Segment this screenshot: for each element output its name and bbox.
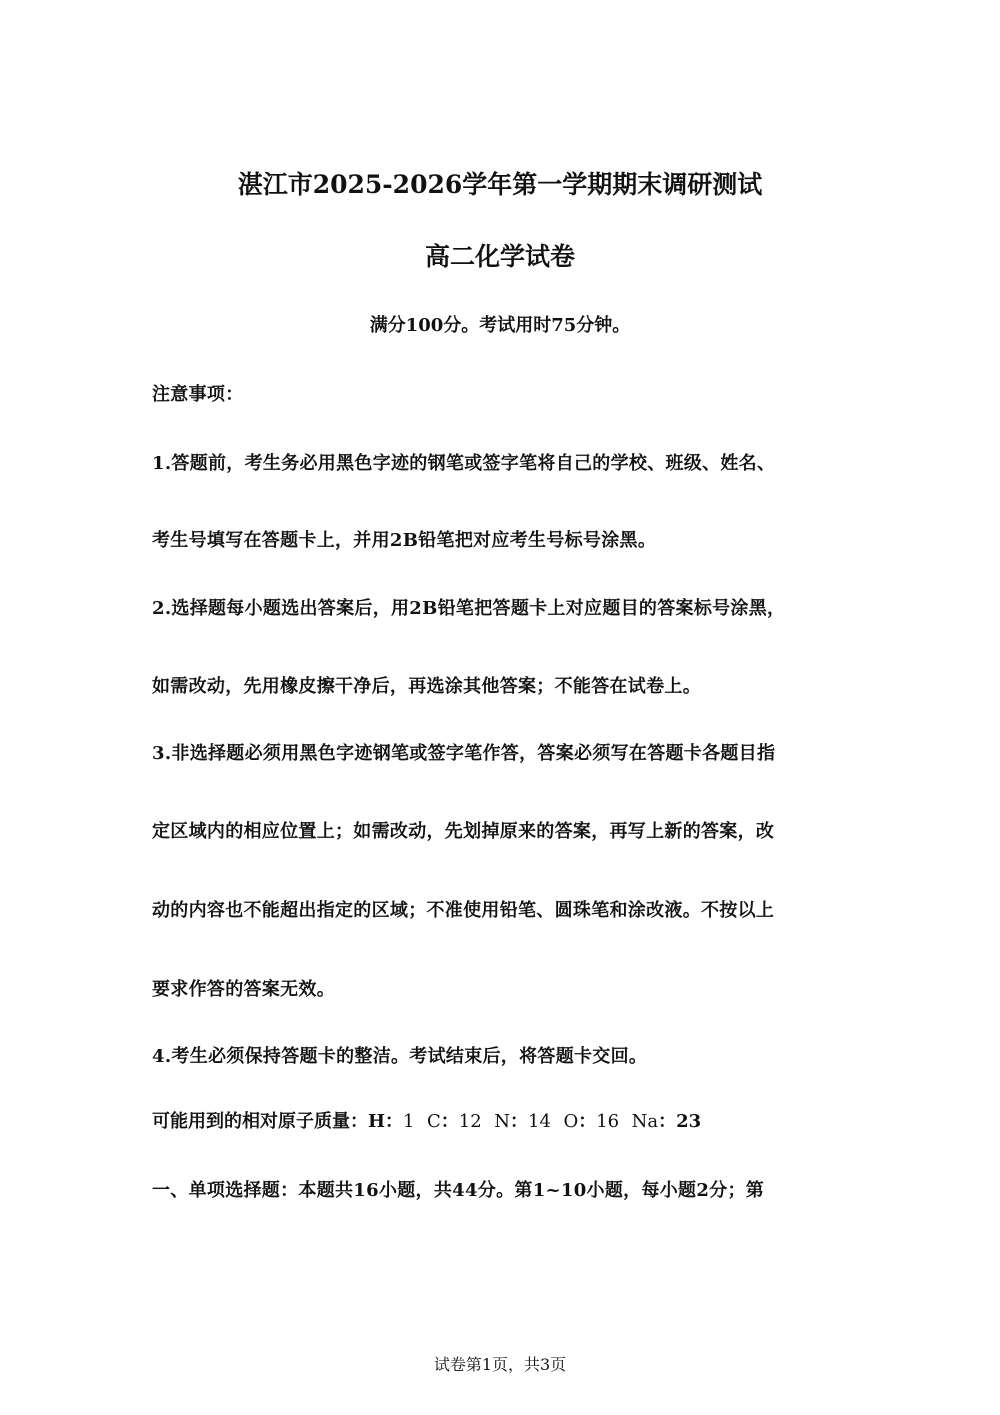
- atomic-mass-element: H: [368, 1111, 386, 1132]
- atomic-mass-element: Na: [631, 1111, 659, 1132]
- atomic-mass-label: 可能用到的相对原子质量：: [152, 1111, 368, 1132]
- atomic-mass-value: 14: [528, 1111, 551, 1132]
- notice-line: 定区域内的相应位置上；如需改动，先划掉原来的答案，再写上新的答案，改: [152, 821, 775, 842]
- exam-subtitle: 高二化学试卷: [424, 242, 575, 271]
- atomic-mass-sep: ：: [578, 1111, 597, 1132]
- atomic-mass-sep: ：: [510, 1111, 528, 1132]
- atomic-mass-value: 1: [403, 1111, 415, 1132]
- notice-line: 1.答题前，考生务必用黑色字迹的钢笔或签字笔将自己的学校、班级、姓名、: [152, 453, 776, 474]
- atomic-mass-value: 12: [458, 1111, 482, 1132]
- notice-line: 考生号填写在答题卡上，并用2B铅笔把对应考生号标号涂黑。: [152, 530, 657, 551]
- atomic-mass-element: N: [494, 1111, 510, 1132]
- atomic-mass-sep: ：: [440, 1111, 459, 1132]
- notice-line: 如需改动，先用橡皮擦干净后，再选涂其他答案；不能答在试卷上。: [152, 676, 701, 697]
- atomic-mass-value: 23: [676, 1111, 702, 1132]
- atomic-mass-element: O: [563, 1111, 579, 1132]
- page-footer: 试卷第1页，共3页: [433, 1355, 567, 1374]
- notice-line: 2.选择题每小题选出答案后，用2B铅笔把答题卡上对应题目的答案标号涂黑，: [152, 598, 786, 619]
- exam-meta: 满分100分。考试用时75分钟。: [369, 315, 631, 336]
- notice-line: 动的内容也不能超出指定的区域；不准使用铅笔、圆珠笔和涂改液。不按以上: [152, 900, 775, 921]
- notice-line: 要求作答的答案无效。: [152, 979, 335, 1000]
- atomic-mass-sep: ：: [658, 1111, 677, 1132]
- notice-line: 3.非选择题必须用黑色字迹钢笔或签字笔作答，答案必须写在答题卡各题目指: [152, 743, 776, 764]
- atomic-mass-value: 16: [596, 1111, 620, 1132]
- exam-title: 湛江市2025-2026学年第一学期期末调研测试: [237, 170, 763, 199]
- notice-heading: 注意事项：: [152, 384, 244, 405]
- notice-line: 4.考生必须保持答题卡的整洁。考试结束后，将答题卡交回。: [152, 1046, 648, 1067]
- atomic-mass-sep: ：: [385, 1111, 404, 1132]
- atomic-mass-element: C: [427, 1111, 441, 1132]
- section-one-heading: 一、单项选择题：本题共16小题，共44分。第1~10小题，每小题2分；第: [152, 1180, 765, 1201]
- atomic-mass-line: [152, 1113, 701, 1131]
